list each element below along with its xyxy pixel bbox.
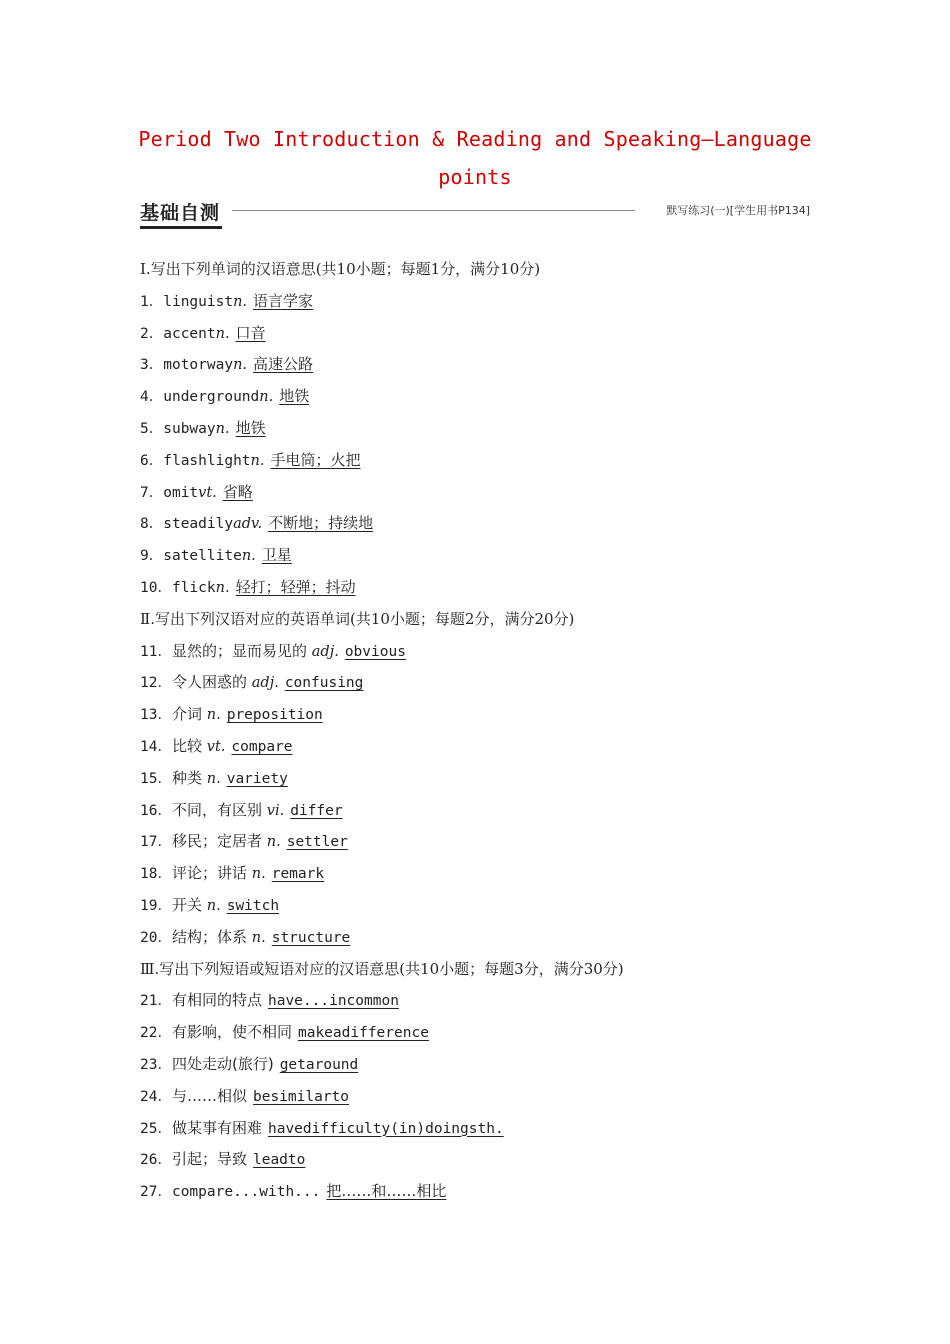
- list-item: [140, 572, 820, 604]
- item-answer: makeadifference: [297, 1025, 429, 1042]
- item-prompt: 四处走动(旅行): [171, 1054, 274, 1073]
- item-answer: 口音: [235, 323, 266, 342]
- item-answer: structure: [271, 929, 351, 946]
- item-number: 11．: [140, 643, 172, 660]
- item-pos: n.: [250, 452, 265, 469]
- list-item: [140, 1017, 820, 1049]
- item-number: 20．: [140, 929, 172, 946]
- section-header: [140, 198, 810, 230]
- item-chinese: 种类: [171, 768, 202, 787]
- item-number: 5．: [140, 420, 164, 437]
- list-item: [140, 508, 820, 540]
- item-number: 25．: [140, 1120, 172, 1137]
- item-answer: 地铁: [279, 387, 310, 406]
- list-item: [140, 699, 820, 731]
- list-item: [140, 1176, 820, 1208]
- item-answer: 轻打；轻弹；抖动: [235, 577, 356, 596]
- item-pos: n.: [215, 579, 230, 596]
- item-pos: adj.: [311, 643, 339, 660]
- item-pos: n.: [206, 707, 221, 724]
- list-item: [140, 445, 820, 477]
- item-prompt: 引起；导致: [171, 1150, 247, 1169]
- item-number: 14．: [140, 738, 172, 755]
- section-tag-underline: [140, 226, 222, 229]
- item-number: 1．: [140, 293, 164, 310]
- item-number: 27．: [140, 1184, 172, 1201]
- item-number: 17．: [140, 834, 172, 851]
- list-item: [140, 477, 820, 509]
- item-prompt: 与……相似: [171, 1086, 247, 1105]
- list-item: [140, 890, 820, 922]
- item-pos: n.: [233, 357, 248, 374]
- part-2-heading: Ⅱ.写出下列汉语对应的英语单词(共10小题；每题2分，满分20分): [140, 609, 575, 628]
- item-answer: settler: [286, 834, 348, 851]
- item-number: 10．: [140, 579, 172, 596]
- item-pos: n.: [251, 866, 266, 883]
- item-number: 21．: [140, 993, 172, 1010]
- item-pos: adj.: [251, 675, 279, 692]
- item-answer: compare: [231, 738, 293, 755]
- item-word: subway: [163, 420, 216, 437]
- item-pos: n.: [259, 389, 274, 406]
- item-word: flashlight: [163, 452, 251, 469]
- list-item: [140, 1113, 820, 1145]
- part-3-heading: Ⅲ.写出下列短语或短语对应的汉语意思(共10小题；每题3分，满分30分): [140, 959, 624, 978]
- list-item: [140, 826, 820, 858]
- title-line-2: points: [438, 165, 512, 189]
- list-item: [140, 318, 820, 350]
- item-chinese: 介词: [171, 705, 202, 724]
- item-answer: 高速公路: [253, 355, 314, 374]
- item-pos: n.: [206, 770, 221, 787]
- item-answer: differ: [290, 802, 343, 819]
- item-number: 7．: [140, 484, 164, 501]
- list-item: [140, 731, 820, 763]
- list-item: [140, 1144, 820, 1176]
- item-prompt: 有影响，使不相同: [171, 1023, 292, 1042]
- item-answer: remark: [271, 866, 325, 883]
- list-item: [140, 1081, 820, 1113]
- list-item: [140, 858, 820, 890]
- item-word: flick: [171, 579, 216, 596]
- item-pos: vt.: [206, 738, 226, 755]
- item-pos: vi.: [266, 802, 285, 819]
- item-word: omit: [163, 484, 199, 501]
- item-chinese: 比较: [171, 736, 202, 755]
- item-pos: adv.: [233, 516, 263, 533]
- item-answer: 语言学家: [253, 291, 314, 310]
- item-pos: n.: [215, 420, 230, 437]
- title-line-1: Period Two Introduction & Reading and Speaking—Language: [138, 127, 812, 151]
- item-answer: 地铁: [235, 418, 266, 437]
- list-item: [140, 922, 820, 954]
- item-answer: 把……和……相比: [326, 1182, 447, 1201]
- section-divider: [232, 210, 635, 211]
- item-answer: 不断地；持续地: [268, 514, 374, 533]
- item-number: 22．: [140, 1025, 172, 1042]
- item-chinese: 不同，有区别: [171, 800, 262, 819]
- list-item: [140, 381, 820, 413]
- list-item: [140, 636, 820, 668]
- item-word: satellite: [163, 548, 242, 565]
- item-number: 16．: [140, 802, 172, 819]
- exercise-content: [140, 254, 820, 1208]
- item-word: accent: [163, 325, 216, 342]
- item-number: 18．: [140, 866, 172, 883]
- item-number: 24．: [140, 1088, 172, 1105]
- item-number: 9．: [140, 548, 164, 565]
- list-item: [140, 286, 820, 318]
- item-answer: 省略: [222, 482, 253, 501]
- item-number: 12．: [140, 675, 172, 692]
- item-number: 23．: [140, 1056, 172, 1073]
- item-chinese: 结构；体系: [171, 927, 247, 946]
- item-word: linguist: [163, 293, 234, 310]
- item-number: 4．: [140, 389, 164, 406]
- item-number: 6．: [140, 452, 164, 469]
- item-answer: have...incommon: [267, 993, 399, 1010]
- page-title: [110, 120, 840, 196]
- item-answer: preposition: [226, 707, 323, 724]
- item-pos: n.: [251, 929, 266, 946]
- item-pos: n.: [266, 834, 281, 851]
- item-word: steadily: [163, 516, 234, 533]
- item-chinese: 开关: [171, 895, 202, 914]
- part-1-heading: Ⅰ.写出下列单词的汉语意思(共10小题；每题1分，满分10分): [140, 260, 541, 278]
- item-number: 2．: [140, 325, 164, 342]
- item-answer: 卫星: [261, 546, 292, 565]
- item-prompt: compare...with...: [171, 1184, 321, 1201]
- item-pos: n.: [233, 293, 248, 310]
- list-item: [140, 1049, 820, 1081]
- item-word: underground: [163, 389, 260, 406]
- list-item: [140, 540, 820, 572]
- item-number: 8．: [140, 516, 164, 533]
- item-word: motorway: [163, 357, 234, 374]
- item-number: 3．: [140, 357, 164, 374]
- list-item: [140, 795, 820, 827]
- section-reference: 默写练习(一)[学生用书P134]: [666, 204, 810, 217]
- item-answer: obvious: [344, 643, 406, 660]
- item-chinese: 移民；定居者: [171, 832, 262, 851]
- list-item: [140, 763, 820, 795]
- item-answer: 手电筒；火把: [270, 450, 361, 469]
- item-answer: switch: [226, 897, 280, 914]
- item-answer: variety: [226, 770, 288, 787]
- item-answer: havedifficulty(in)doingsth.: [267, 1120, 504, 1137]
- item-pos: vt.: [198, 484, 217, 501]
- item-number: 15．: [140, 770, 172, 787]
- list-item: [140, 349, 820, 381]
- item-number: 13．: [140, 707, 172, 724]
- item-prompt: 有相同的特点: [171, 991, 262, 1010]
- item-pos: n.: [215, 325, 230, 342]
- item-answer: getaround: [279, 1056, 359, 1073]
- section-tag: 基础自测: [140, 202, 221, 224]
- list-item: [140, 985, 820, 1017]
- item-number: 26．: [140, 1152, 172, 1169]
- item-pos: n.: [206, 897, 221, 914]
- item-answer: confusing: [284, 675, 364, 692]
- item-pos: n.: [241, 548, 256, 565]
- item-number: 19．: [140, 897, 172, 914]
- item-prompt: 做某事有困难: [171, 1118, 262, 1137]
- list-item: [140, 667, 820, 699]
- item-chinese: 令人困惑的: [171, 673, 247, 692]
- list-item: [140, 413, 820, 445]
- item-chinese: 显然的；显而易见的: [171, 641, 307, 660]
- item-answer: leadto: [252, 1152, 306, 1169]
- item-chinese: 评论；讲话: [171, 864, 247, 883]
- item-answer: besimilarto: [252, 1088, 350, 1105]
